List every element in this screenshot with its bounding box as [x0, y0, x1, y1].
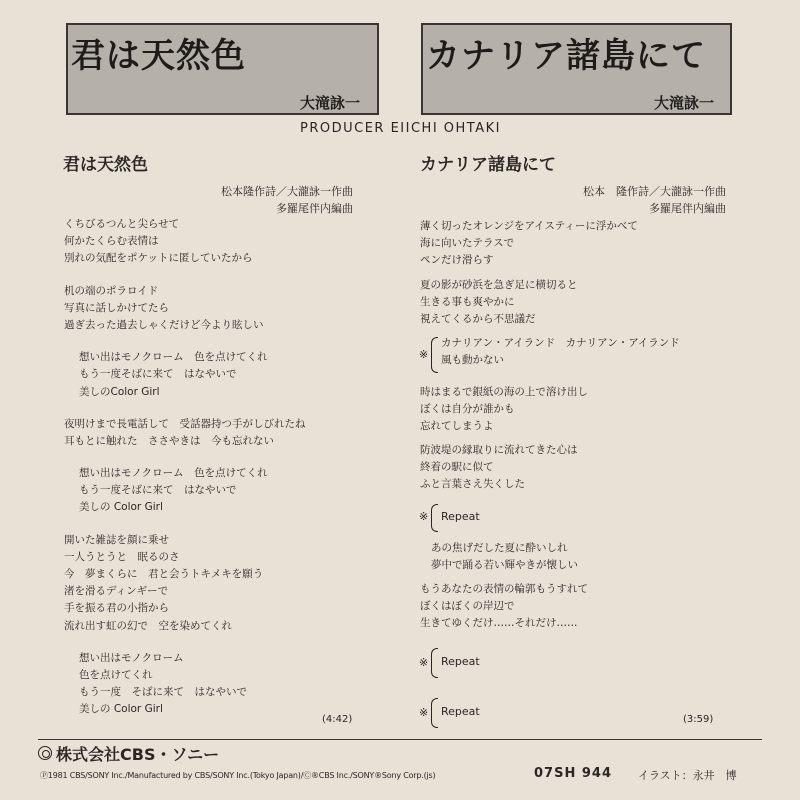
- lyric-line: ふと言葉さえ失くした: [420, 478, 525, 491]
- right-credit-arrangement: 多羅尾伴内編曲: [649, 202, 726, 215]
- lyric-line: 想い出はモノクローム 色を点けてくれ: [79, 351, 268, 364]
- right-lyrics-block-2: [420, 277, 578, 329]
- left-duration: (4:42): [322, 714, 353, 725]
- catalog-number: 07SH 944: [534, 766, 612, 781]
- lyric-line: 夏の影が砂浜を急ぎ足に横切ると: [420, 279, 578, 291]
- lyric-line: 想い出はモノクローム: [79, 651, 184, 664]
- lyric-line: 海に向いたテラスで: [420, 237, 515, 250]
- lyric-line: 生きてゆくだけ……それだけ……: [420, 617, 578, 630]
- right-lyrics-block-5: [431, 540, 578, 574]
- copyright-notice: Ⓟ1981 CBS/SONY Inc./Manufactured by CBS/SONY Inc.(Tokyo Japan)/Ⓒ®CBS Inc./SONY®Sony Corp.(js): [40, 771, 436, 780]
- lyric-line: 視えてくるから不思議だ: [420, 313, 536, 326]
- lyric-line: 想い出はモノクローム 色を点けてくれ: [79, 467, 268, 480]
- right-lyrics-block-6: [420, 581, 588, 633]
- lyric-line: 耳もとに触れた ささやきは 今も忘れない: [64, 434, 274, 447]
- repeat-mark-2: ※: [419, 656, 429, 669]
- repeat-label-1: Repeat: [441, 510, 480, 523]
- lyric-line: 美しのColor Girl: [79, 385, 160, 398]
- left-lyrics: [64, 216, 306, 719]
- lyric-line: 夜明けまで長電話して 受話器持つ手がしびれたね: [64, 417, 306, 430]
- lyric-line: 美しの Color Girl: [79, 703, 163, 716]
- lyric-line: 防波堤の縁取りに流れてきた心は: [420, 444, 578, 456]
- lyric-line: 忘れてしまうよ: [420, 420, 494, 433]
- repeat-label-3: Repeat: [441, 705, 480, 718]
- repeat-mark-1: ※: [419, 510, 429, 523]
- right-chorus: [441, 335, 680, 369]
- right-credit-lyrics-music: 松本 隆作詩／大瀧詠一作曲: [583, 185, 726, 198]
- left-credit-lyrics-music: 松本隆作詩／大瀧詠一作曲: [221, 185, 353, 198]
- company-name: 株式会社CBS・ソニー: [56, 745, 220, 764]
- repeat-label-2: Repeat: [441, 655, 480, 668]
- lyric-line: 終着の駅に似て: [420, 461, 494, 474]
- right-duration: (3:59): [683, 714, 714, 725]
- lyric-line: 薄く切ったオレンジをアイスティーに浮かべて: [420, 220, 638, 232]
- left-artist: 大滝詠一: [300, 94, 361, 112]
- lyric-line: 夢中で踊る若い輝やきが懐しい: [431, 559, 578, 572]
- footer-divider: [38, 739, 762, 740]
- illustration-credit: イラスト：永井 博: [638, 769, 737, 782]
- lyric-line: 手を振る君の小指から: [64, 602, 169, 615]
- lyric-line: 風も動かない: [441, 354, 504, 367]
- cbs-eye-logo-icon: [38, 746, 52, 760]
- lyric-line: くちびるつんと尖らせて: [64, 218, 180, 230]
- lyric-line: 流れ出す虹の幻で 空を染めてくれ: [64, 619, 232, 632]
- right-lyrics-block-4: [420, 442, 578, 494]
- lyric-line: 過ぎ去った過去しゃくだけど今より眩しい: [64, 318, 264, 331]
- repeat-brace-2: [431, 648, 438, 678]
- right-artist: 大滝詠一: [654, 94, 715, 112]
- lyric-line: もう一度そばに来て はなやいで: [79, 368, 237, 381]
- lyric-line: ぼくは自分が誰かも: [420, 403, 515, 416]
- lyric-line: 時はまるで銀紙の海の上で溶け出し: [420, 386, 588, 398]
- lyric-line: 美しの Color Girl: [79, 501, 163, 514]
- lyric-line: ぼくはぼくの岸辺で: [420, 600, 515, 613]
- lyric-line: 色を点けてくれ: [79, 668, 153, 681]
- lyric-line: 開いた雑誌を顔に乗せ: [64, 533, 169, 546]
- lyric-line: 別れの気配をポケットに匿していたから: [64, 252, 253, 265]
- lyric-line: カナリアン・アイランド カナリアン・アイランド: [441, 337, 680, 349]
- lyric-line: もうあなたの表情の輪郭もうすれて: [420, 583, 588, 595]
- lyric-line: もう一度 そばに来て はなやいで: [79, 686, 247, 699]
- left-credit-arrangement: 多羅尾伴内編曲: [276, 202, 353, 215]
- right-lyrics-block-1: [420, 218, 638, 270]
- left-song-title: 君は天然色: [63, 155, 148, 175]
- repeat-brace-1: [431, 504, 438, 532]
- right-title: カナリア諸島にて: [426, 36, 706, 76]
- left-title: 君は天然色: [71, 36, 246, 76]
- chorus-brace: [431, 337, 438, 373]
- lyric-line: 生きる事も爽やかに: [420, 296, 515, 309]
- producer-credit: PRODUCER EIICHI OHTAKI: [300, 121, 501, 136]
- lyric-line: 今 夢まくらに 君と会うトキメキを願う: [64, 568, 264, 580]
- lyric-line: もう一度そばに来て はなやいで: [79, 484, 237, 497]
- chorus-mark: ※: [419, 348, 429, 361]
- repeat-brace-3: [431, 698, 438, 728]
- lyric-line: ペンだけ滑らす: [420, 254, 494, 267]
- lyric-line: 何かたくらむ表情は: [64, 235, 159, 248]
- lyric-line: あの焦げだした夏に酔いしれ: [431, 542, 568, 554]
- right-lyrics-block-3: [420, 384, 588, 436]
- lyric-line: 写真に話しかけてたら: [64, 301, 169, 314]
- lyric-line: 一人うとうと 眠るのさ: [64, 550, 180, 563]
- right-song-title: カナリア諸島にて: [420, 155, 556, 175]
- repeat-mark-3: ※: [419, 706, 429, 719]
- lyric-line: 渚を滑るディンギーで: [64, 585, 169, 598]
- lyric-line: 机の端のポラロイド: [64, 284, 159, 297]
